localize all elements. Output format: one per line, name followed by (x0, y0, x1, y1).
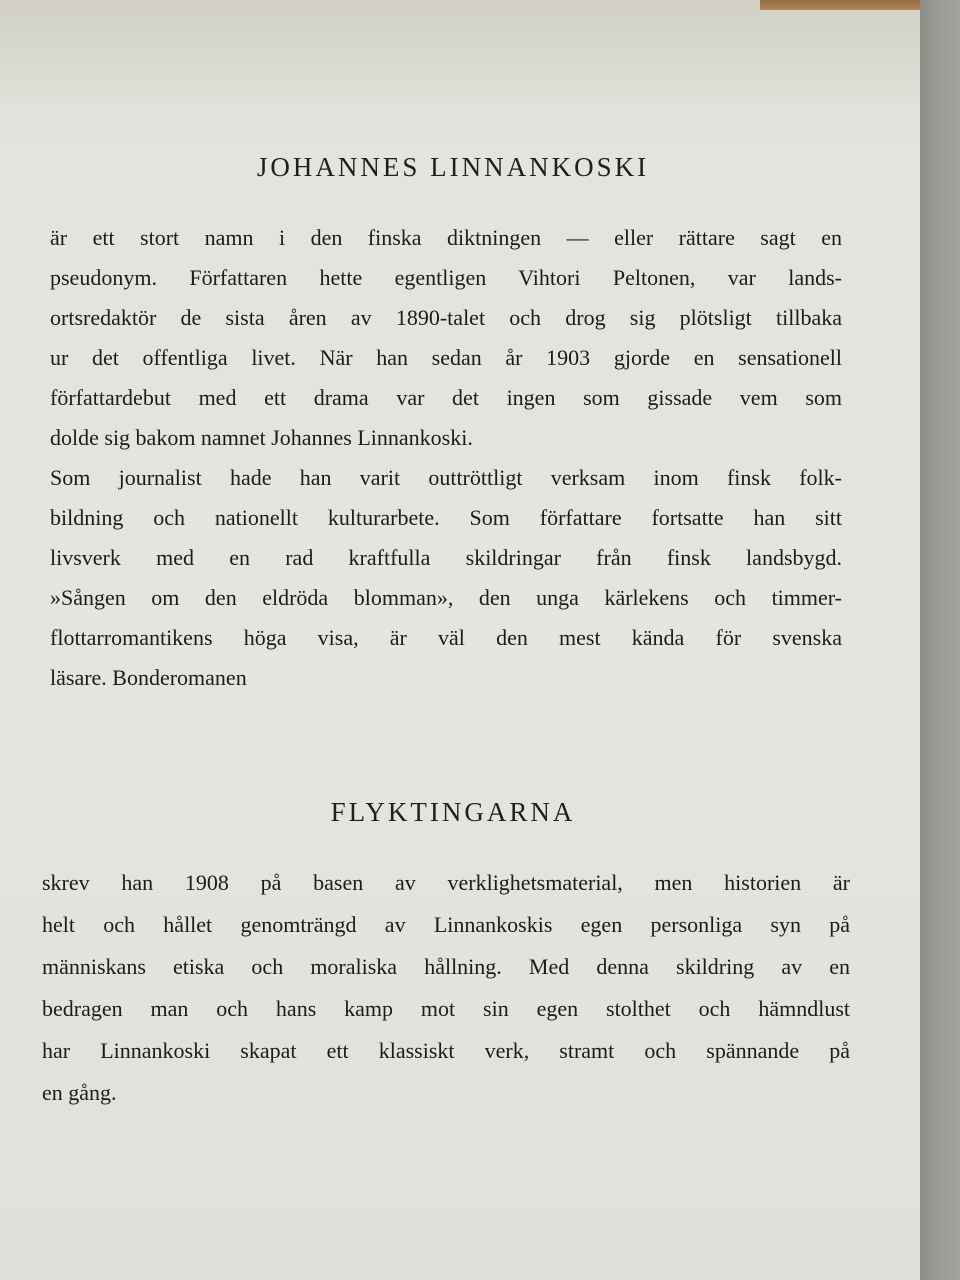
text-line: bedragen man och hans kamp mot sin egen stolthet och hämndlust (42, 996, 850, 1021)
text-line: »Sången om den eldröda blomman», den unga kärlekens och timmer- (50, 585, 842, 610)
text-line: pseudonym. Författaren hette egentligen Vihtori Peltonen, var lands- (50, 265, 842, 290)
text-line: livsverk med en rad kraftfulla skildringar från finsk landsbygd. (50, 545, 842, 570)
text-line: ur det offentliga livet. När han sedan år 1903 gjorde en sensationell (50, 345, 842, 370)
author-heading: JOHANNES LINNANKOSKI (256, 152, 650, 182)
text-line: helt och hållet genomträngd av Linnankoskis egen personliga syn på (42, 912, 850, 937)
text-line: dolde sig bakom namnet Johannes Linnankoski. (50, 425, 473, 450)
text-line: är ett stort namn i den finska diktningen — eller rättare sagt en (50, 225, 842, 250)
text-line: har Linnankoski skapat ett klassiskt verk, stramt och spännande på (42, 1038, 850, 1063)
text-line: en gång. (42, 1080, 117, 1105)
text-line: Som journalist hade han varit outtröttligt verksam inom finsk folk- (50, 465, 842, 490)
text-line: flottarromantikens höga visa, är väl den mest kända för svenska (50, 625, 842, 650)
author-paragraph (50, 218, 842, 698)
text-line: skrev han 1908 på basen av verklighetsmaterial, men historien är (42, 870, 850, 895)
book-edge-shadow (920, 0, 960, 1280)
text-line: författardebut med ett drama var det ingen som gissade vem som (50, 385, 842, 410)
text-line: bildning och nationellt kulturarbete. Som författare fortsatte han sitt (50, 505, 842, 530)
book-paragraph (42, 862, 850, 1114)
text-line: ortsredaktör de sista åren av 1890-talet och drog sig plötsligt tillbaka (50, 305, 842, 330)
book-title-heading: FLYKTINGARNA (330, 797, 576, 827)
text-line: människans etiska och moraliska hållning. Med denna skildring av en (42, 954, 850, 979)
text-line: läsare. Bonderomanen (50, 665, 247, 690)
